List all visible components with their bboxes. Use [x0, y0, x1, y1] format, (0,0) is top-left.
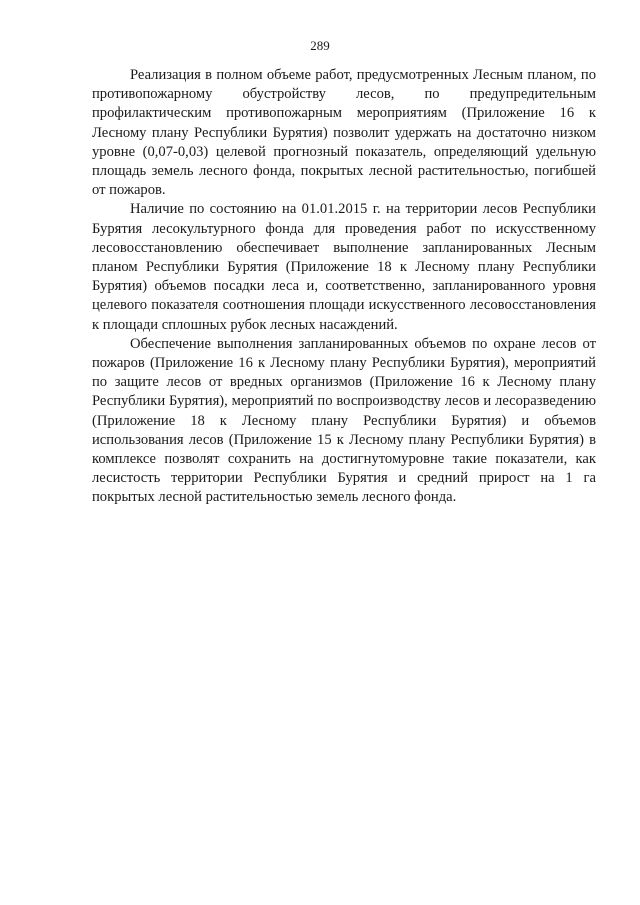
paragraph-forest-protection: Обеспечение выполнения запланированных объемов по охране лесов от пожаров (Приложение 16 к Лесному плану Республики Бурятия), мероприятий по защите лесов от вредных организмов (Приложение 16 к Лесному плану Республики Бурятия), мероприятий по воспроизводству лесов и лесоразведению (Приложение 18 к Лесному плану Республики Бурятия) и объемов использования лесов (Приложение 15 к Лесному плану Республики Бурятия) в комплексе позволят сохранить на достигнутомуровне такие показатели, как лесистость территории Республики Бурятия и средний прирост на 1 га покрытых лесной растительностью земель лесного фонда.	[92, 335, 596, 506]
document-body	[92, 66, 596, 508]
paragraph-reforestation: Наличие по состоянию на 01.01.2015 г. на территории лесов Республики Бурятия лесокультурного фонда для проведения работ по искусственному лесовосстановлению обеспечивает выполнение запланированных Лесным планом Республики Бурятия (Приложение 18 к Лесному плану Республики Бурятия) объемов посадки леса и, соответственно, запланированного уровня целевого показателя соотношения площади искусственного лесовосстановления к площади сплошных рубок лесных насаждений.	[92, 201, 596, 333]
page-number: 289	[310, 38, 330, 53]
paragraph-fire-prevention: Реализация в полном объеме работ, предусмотренных Лесным планом, по противопожарному обустройству лесов, по предупредительным профилактическим противопожарным мероприятиям (Приложение 16 к Лесному плану Республики Бурятия) позволит удержать на достаточно низком уровне (0,07-0,03) целевой прогнозный показатель, определяющий удельную площадь земель лесного фонда, покрытых лесной растительностью, погибшей от пожаров.	[92, 67, 596, 199]
